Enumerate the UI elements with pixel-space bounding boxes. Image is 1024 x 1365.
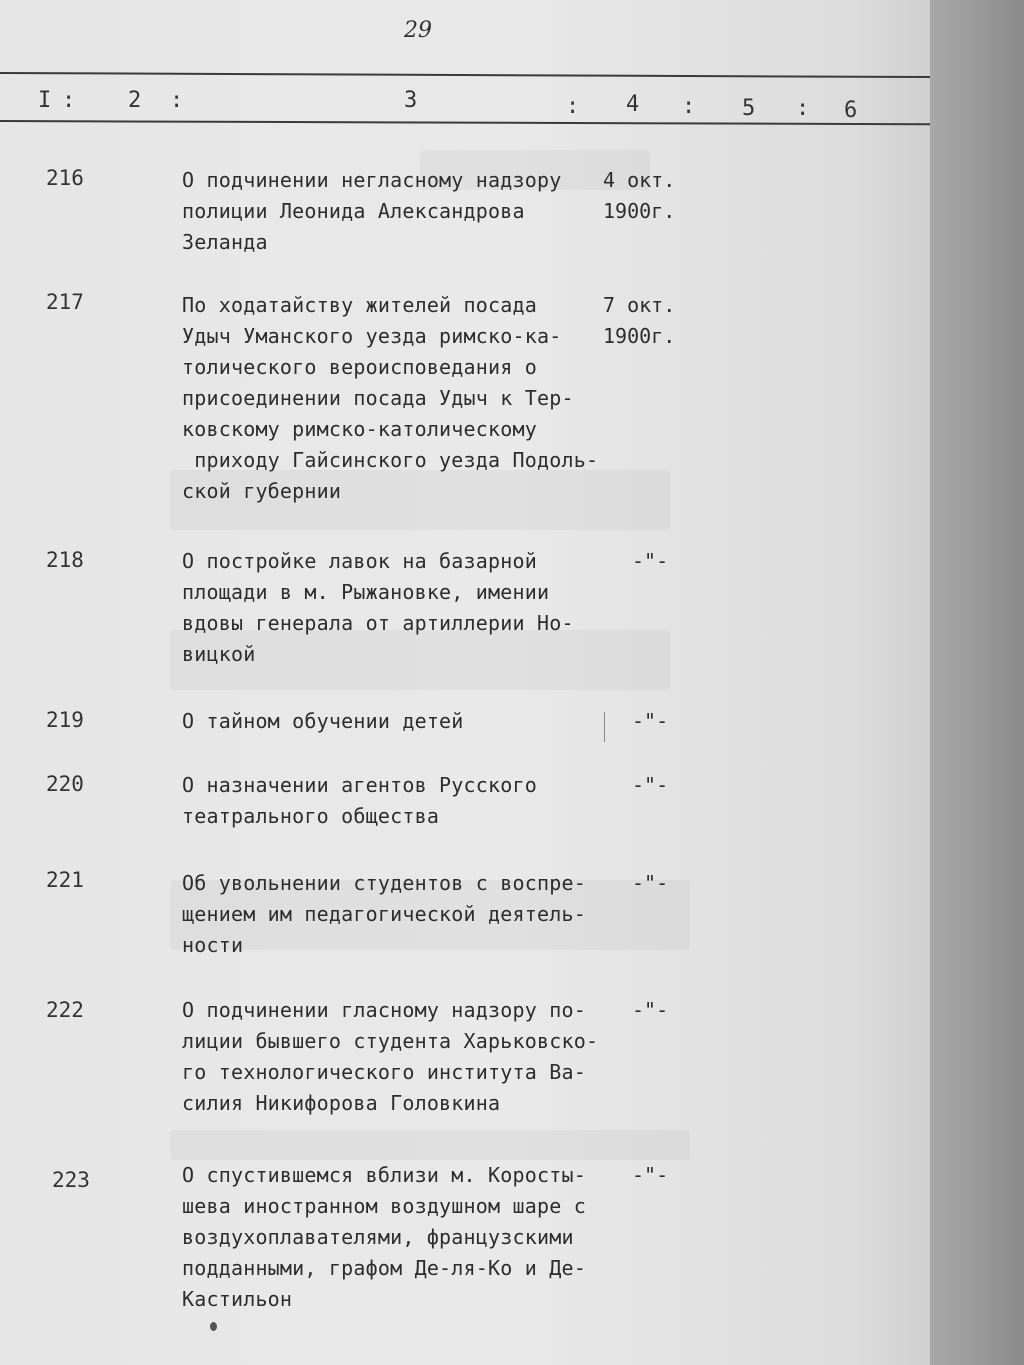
ditto-mark: -"- [632,1163,669,1187]
entry-number: 216 [46,166,84,190]
entry-number: 222 [46,998,84,1022]
page-number: 29 [404,18,432,43]
entry-title: О подчинении негласному надзору полиции Леонида Александрова Зеланда [182,168,562,254]
entry-number: 223 [52,1168,90,1192]
column-4-header: 4 [626,92,640,117]
column-6-header: 6 [844,98,858,123]
column-2-header: 2 [128,88,142,113]
entry-title: О тайном обучении детей [182,709,464,733]
ditto-mark: -"- [632,709,669,733]
entry-title: По ходатайству жителей посада Удыч Уманского уезда римско-ка- толического вероисповедания о присоединении посада Удыч к Тер- ковскому римско-католическому приходу Гайсинского уезда Подоль- ской губернии [182,293,599,503]
column-separator: : [566,94,580,119]
ditto-mark: -"- [632,773,669,797]
column-5-header: 5 [742,96,756,121]
header-top-rule [0,72,930,78]
ink-speck [210,1322,217,1331]
entry-number: 218 [46,548,84,572]
pencil-tick [604,712,605,742]
entry-title: О спустившемся вблизи м. Коросты- шева иностранном воздушном шаре с воздухоплавателями, французскими подданными, графом Де-ля-Ко и Де- Кастильон [182,1163,586,1311]
column-header-row [0,88,930,123]
ditto-mark: -"- [632,549,669,573]
entry-date: 7 окт. 1900г. [603,293,676,348]
entry-title: О постройке лавок на базарной площади в м. Рыжановке, имении вдовы генерала от артиллерии Но- вицкой [182,549,574,666]
header-bottom-rule [0,120,930,125]
ditto-mark: -"- [632,998,669,1022]
entry-number: 220 [46,772,84,796]
entry-number: 221 [46,868,84,892]
entry-title: Об увольнении студентов с воспре- щением им педагогической деятель- ности [182,871,586,957]
entry-date: 4 окт. 1900г. [603,168,676,223]
column-separator: : [682,94,696,119]
column-3-header: 3 [404,88,418,113]
column-separator: : [170,88,184,113]
bleed-through-mark [170,1130,690,1160]
column-separator: : [796,96,810,121]
background-edge [930,0,1024,1365]
entry-number: 219 [46,708,84,732]
ditto-mark: -"- [632,871,669,895]
entry-title: О подчинении гласному надзору по- лиции бывшего студента Харьковско- го технологического института Ва- силия Никифорова Головкина [182,998,599,1115]
entry-title: О назначении агентов Русского театрального общества [182,773,537,828]
entry-number: 217 [46,290,84,314]
column-1-header: I [38,88,52,113]
column-separator: : [62,88,76,113]
